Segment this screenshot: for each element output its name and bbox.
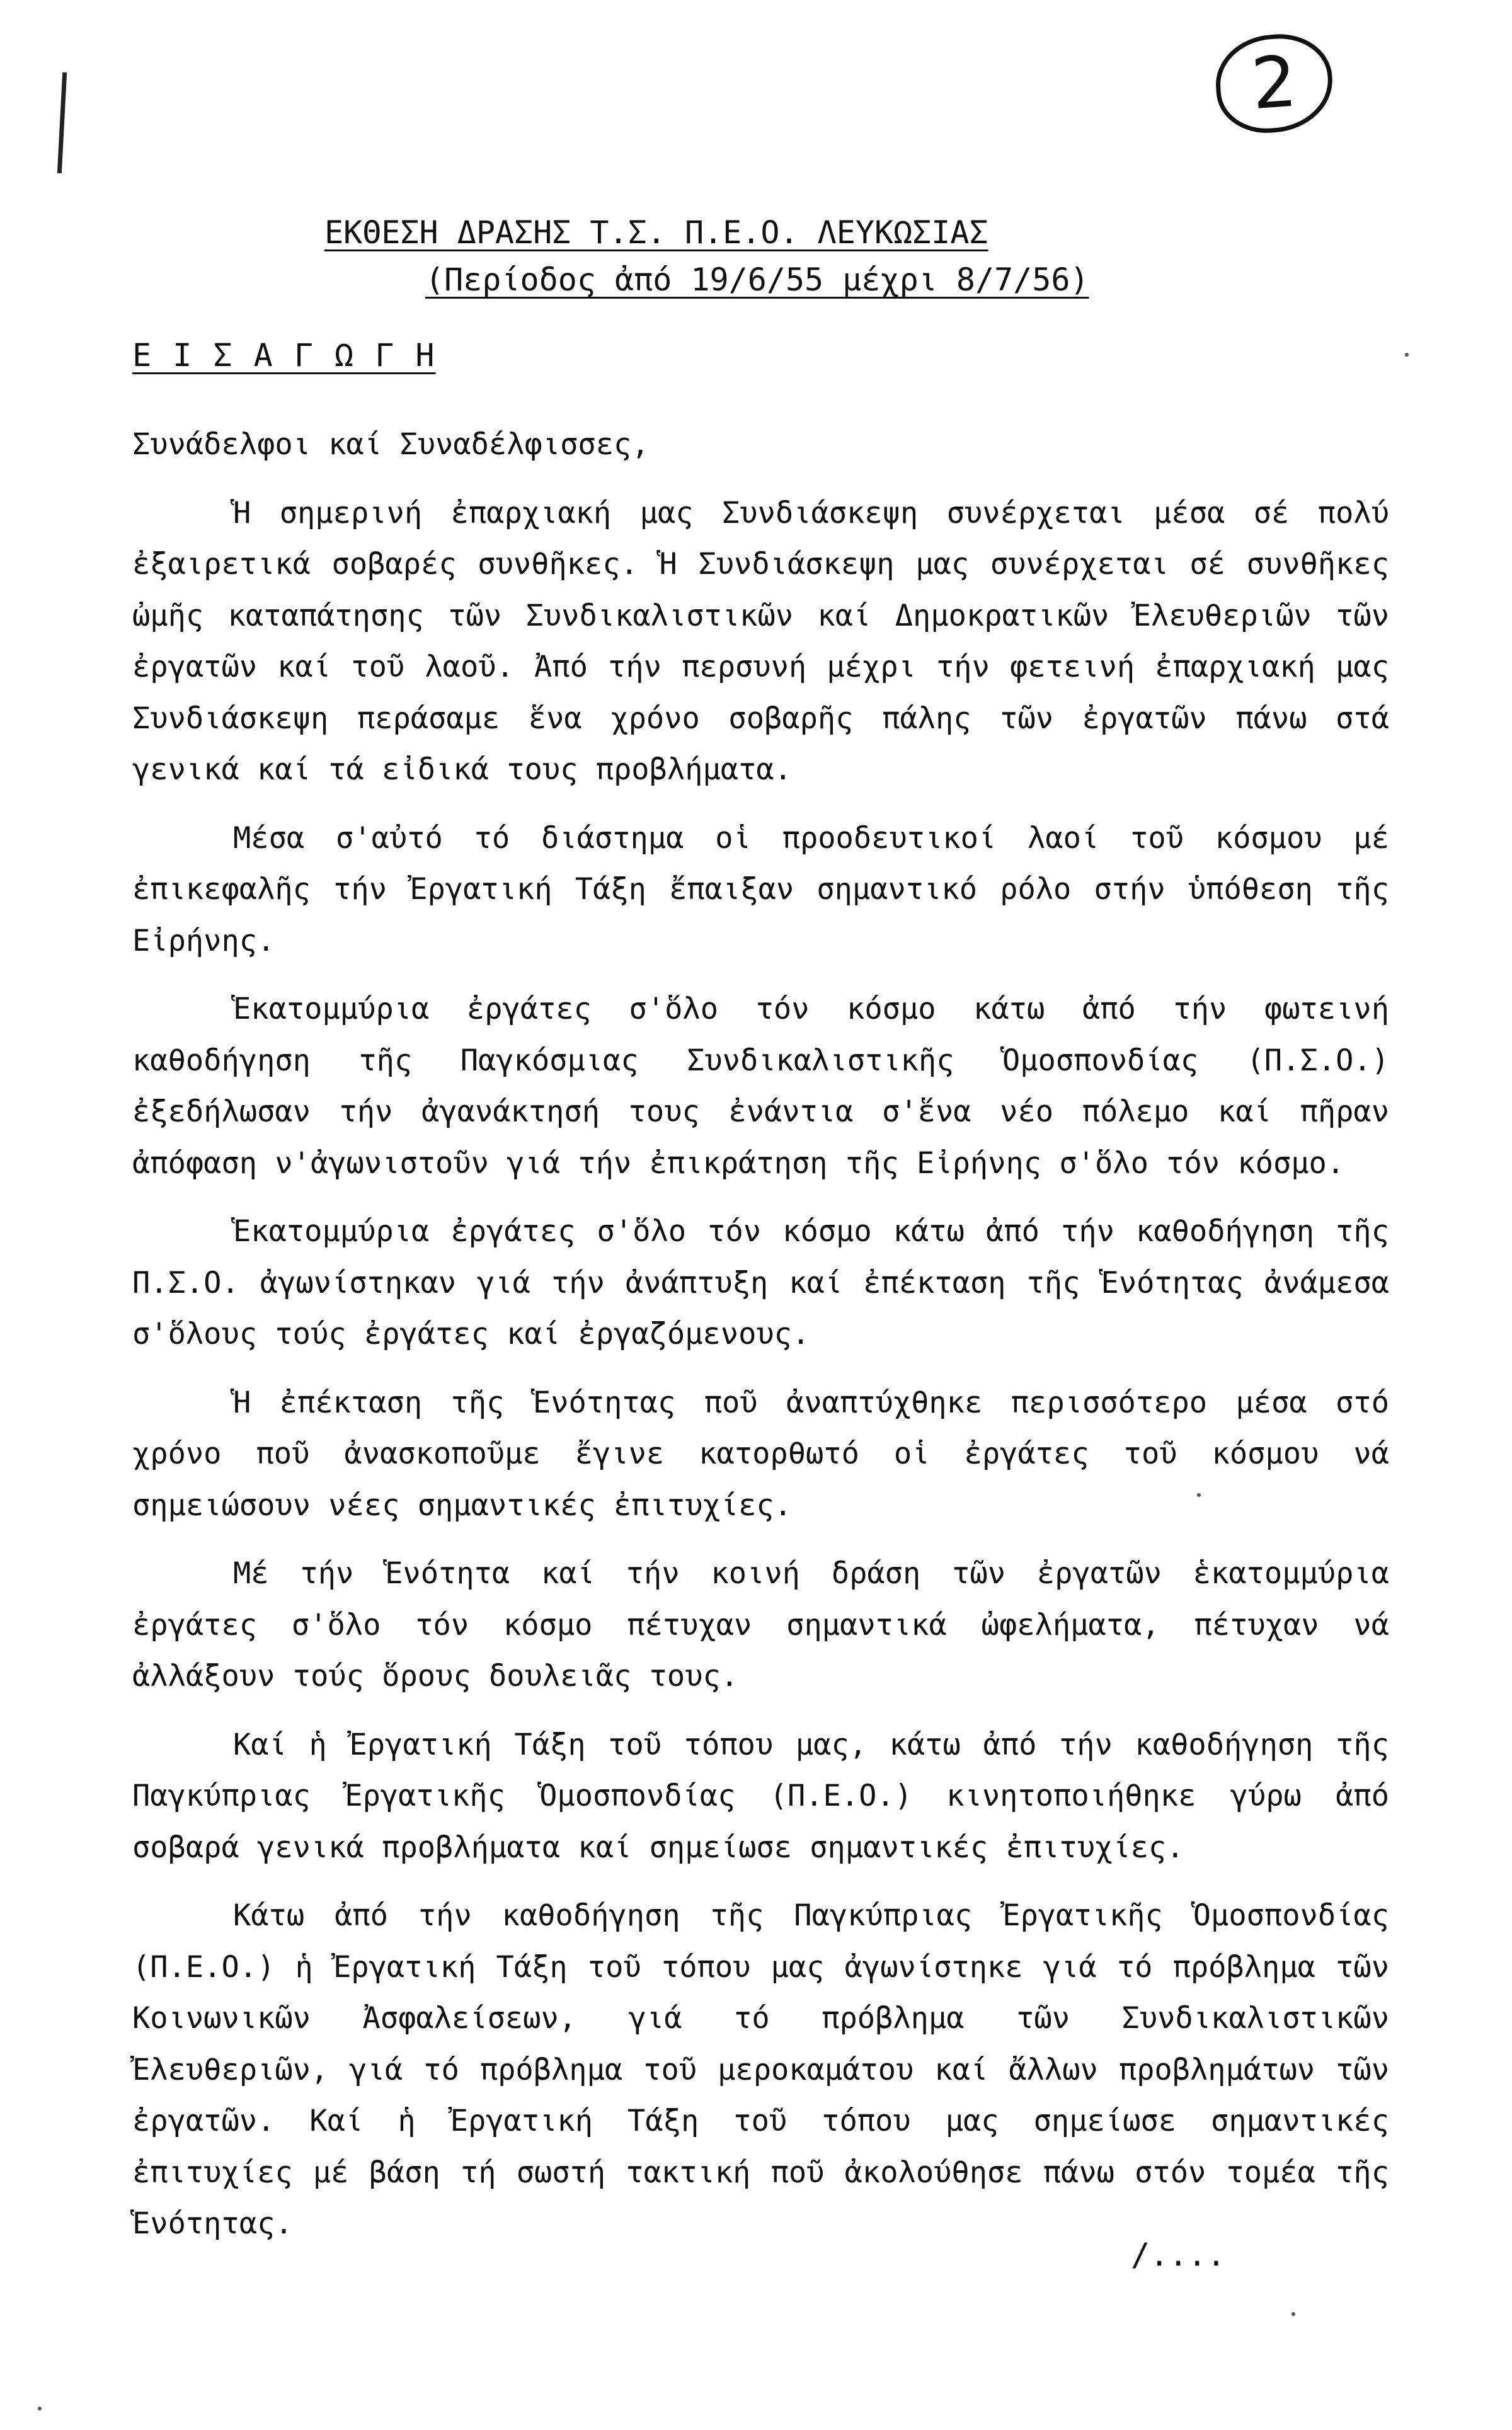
paragraph: Καί ἡ Ἐργατική Τάξη τοῦ τόπου μας, κάτω ἀπό τήν καθοδήγηση τῆς Παγκύπριας Ἐργατικῆς Ὁμοσπονδίας (Π.Ε.Ο.) κινητοποιήθηκε γύρω ἀπό σοβαρά γενικά προβλήματα καί σημείωσε σημαντικές ἐπιτυχίες. [132,1727,1389,1865]
paragraph: Μέ τήν Ἑνότητα καί τήν κοινή δράση τῶν ἐργατῶν ἑκατομμύρια ἐργάτες σ'ὅλο τόν κόσμο πέτυχαν σημαντικά ὠφελήματα, πέτυχαν νά ἀλλάξουν τούς ὅρους δουλειᾶς τους. [132,1556,1389,1694]
paragraph: Ἑκατομμύρια ἐργάτες σ'ὅλο τόν κόσμο κάτω ἀπό τήν φωτεινή καθοδήγηση τῆς Παγκόσμιας Συνδικαλιστικῆς Ὁμοσπονδίας (Π.Σ.Ο.) ἐξεδήλωσαν τήν ἀγανάκτησή τους ἐνάντια σ'ἕνα νέο πόλεμο καί πῆραν ἀπόφαση ν'ἀγωνιστοῦν γιά τήν ἐπικράτηση τῆς Εἰρήνης σ'ὅλο τόν κόσμο. [132,992,1389,1181]
paragraph: Ἡ σημερινή ἐπαρχιακή μας Συνδιάσκεψη συνέρχεται μέσα σέ πολύ ἐξαιρετικά σοβαρές συνθῆκες. Ἡ Συνδιάσκεψη μας συνέρχεται σέ συνθῆκες ὠμῆς καταπάτησης τῶν Συνδικαλιστικῶν καί Δημοκρατικῶν Ἐλευθεριῶν τῶν ἐργατῶν καί τοῦ λαοῦ. Ἀπό τήν περσυνή μέχρι τήν φετεινή ἐπαρχιακή μας Συνδιάσκεψη περάσαμε ἕνα χρόνο σοβαρῆς πάλης τῶν ἐργατῶν πάνω στά γενικά καί τά εἰδικά τους προβλήματα. [132,495,1389,787]
paragraph: Κάτω ἀπό τήν καθοδήγηση τῆς Παγκύπριας Ἐργατικῆς Ὁμοσπονδίας (Π.Ε.Ο.) ἡ Ἐργατική Τάξη τοῦ τόπου μας ἀγωνίστηκε γιά τό πρόβλημα τῶν Κοινωνικῶν Ἀσφαλείσεων, γιά τό πρόβλημα τῶν Συνδικαλιστικῶν Ἐλευθεριῶν, γιά τό πρόβλημα τοῦ μεροκαμάτου καί ἄλλων προβλημάτων τῶν ἐργατῶν. Καί ἡ Ἐργατική Τάξη τοῦ τόπου μας σημείωσε σημαντικές ἐπιτυχίες μέ βάση τή σωστή τακτική ποῦ ἀκολούθησε πάνω στόν τομέα τῆς Ἑνότητας. [132,1898,1389,2241]
salutation: Συνάδελφοι καί Συναδέλφισσες, [132,427,650,462]
section-heading: Ε Ι Σ Α Γ Ω Γ Η [132,337,436,374]
page-number-stamp: 2 [1213,31,1336,137]
paragraph: Ἑκατομμύρια ἐργάτες σ'ὅλο τόν κόσμο κάτω ἀπό τήν καθοδήγηση τῆς Π.Σ.Ο. ἀγωνίστηκαν γιά τήν ἀνάπτυξη καί ἐπέκταση τῆς Ἑνότητας ἀνάμεσα σ'ὅλους τούς ἐργάτες καί ἐργαζόμενους. [132,1214,1389,1351]
paragraph: Μέσα σ'αὐτό τό διάστημα οἱ προοδευτικοί λαοί τοῦ κόσμου μέ ἐπικεφαλῆς τήν Ἐργατική Τάξη ἔπαιξαν σημαντικό ρόλο στήν ὑπόθεση τῆς Εἰρήνης. [132,820,1389,958]
scan-speck [1292,2312,1295,2316]
scan-speck [1197,1493,1201,1497]
report-title: ΕΚΘΕΣΗ ΔΡΑΣΗΣ Τ.Σ. Π.Ε.Ο. ΛΕΥΚΩΣΙΑΣ [324,214,988,251]
continuation-mark: /.... [1131,2237,1226,2273]
paragraph: Ἡ ἐπέκταση τῆς Ἑνότητας ποῦ ἀναπτύχθηκε περισσότερο μέσα στό χρόνο ποῦ ἀνασκοποῦμε ἔγινε κατορθωτό οἱ ἐργάτες τοῦ κόσμου νά σημειώσουν νέες σημαντικές ἐπιτυχίες. [132,1385,1389,1523]
document-body [132,419,1389,2267]
report-period: (Περίοδος ἀπό 19/6/55 μέχρι 8/7/56) [425,261,1089,298]
margin-mark [57,72,67,173]
scan-speck [38,2407,42,2410]
scan-speck [1405,353,1409,357]
